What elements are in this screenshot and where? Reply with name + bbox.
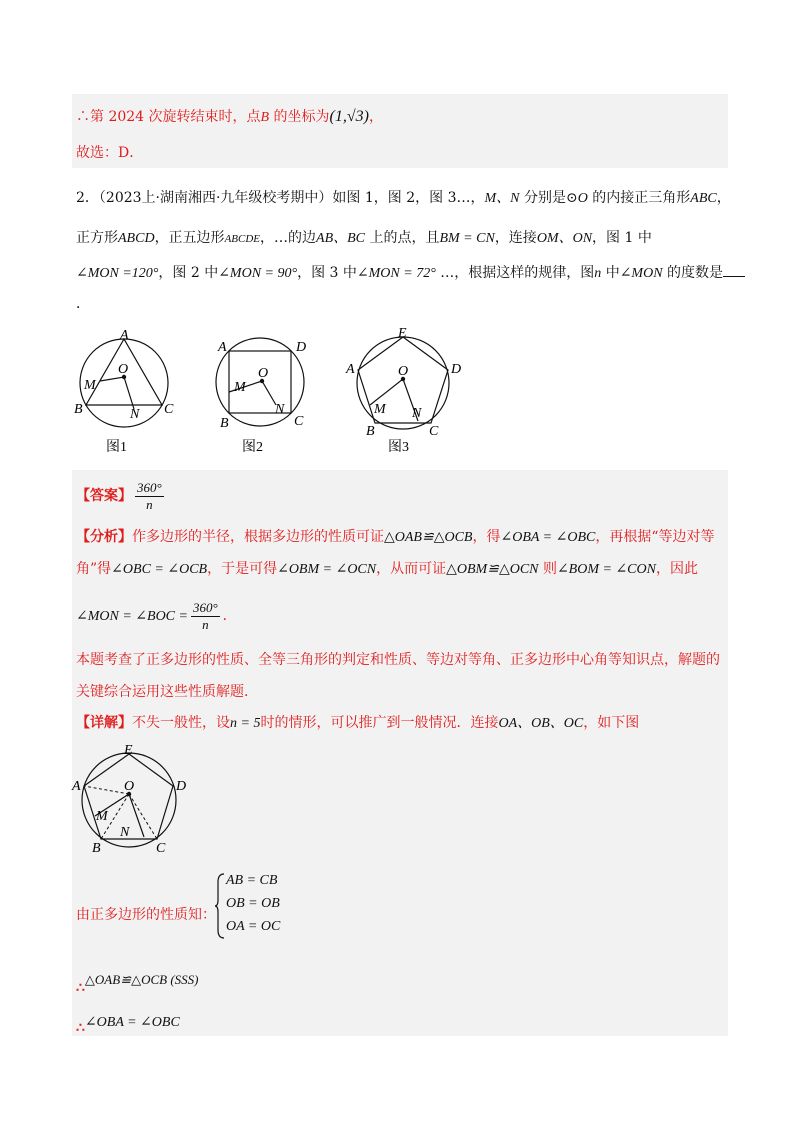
- detail-label-A: A: [72, 779, 81, 794]
- conclusion-line: ∴第 2024 次旋转结束时，点B 的坐标为(1,√3)，: [76, 108, 383, 125]
- fig2-label-D: D: [296, 340, 307, 355]
- analysis-line-4: 本题考查了正多边形的性质、全等三角形的判定和性质、等边对等角、正多边形中心角等知识点，解题的: [76, 652, 720, 668]
- analysis-line-5: 关键综合运用这些性质解题.: [76, 684, 249, 700]
- detail-label-M: M: [96, 809, 108, 824]
- fig2-label-N: N: [275, 402, 285, 417]
- fig1-om-on: [100, 377, 134, 409]
- figures-row: [70, 325, 490, 460]
- figure-2: [216, 338, 307, 426]
- detail-label-C: C: [156, 841, 166, 856]
- fig1-label-M: M: [84, 378, 96, 393]
- fig3-label-N: N: [412, 406, 422, 421]
- angle-equality-line: ∴∠OBA = ∠OBC: [76, 1015, 180, 1036]
- answer-fraction: $\frac{360^\circ}{n}$: [137, 479, 162, 512]
- fig1-label-N: N: [130, 407, 140, 422]
- answer-tag: 【答案】: [76, 488, 132, 504]
- fig1-label-C: C: [164, 402, 174, 417]
- detail-label-N: N: [120, 825, 130, 840]
- analysis-tag: 【分析】: [76, 529, 132, 545]
- fig3-caption: 图3: [388, 440, 409, 455]
- fig3-circle: [357, 337, 449, 429]
- highlight-band-top: [72, 94, 728, 168]
- system-brace: [214, 872, 226, 940]
- system-eq-2: OB = OB: [226, 896, 280, 911]
- analysis-line-3: ∠MON = ∠BOC = $\frac{360^\circ}{n}$ ．: [76, 599, 237, 632]
- problem-line-1: 2．（2023上·湖南湘西·九年级校考期中）如图 1，图 2，图 3…，M、N 分别是⊙O 的内接正三角形ABC，: [76, 190, 731, 206]
- problem-line-2: 正方形ABCD，正五边形ABCDE，…的边AB、BC 上的点，且BM = CN，连接OM、ON，图 1 中: [76, 230, 652, 246]
- fig2-label-A: A: [218, 340, 227, 355]
- system-eq-1: AB = CB: [226, 873, 278, 888]
- fig2-label-O: O: [258, 366, 269, 381]
- fig3-label-D: D: [451, 362, 462, 377]
- equation-system: [214, 872, 314, 942]
- detail-figure: [70, 740, 190, 858]
- fig3-label-M: M: [374, 402, 386, 417]
- detail-label-O: O: [124, 779, 135, 794]
- fig2-caption: 图2: [242, 440, 263, 455]
- detail-line-1: 【详解】不失一般性，设n = 5时的情形，可以推广到一般情况．连接OA、OB、OC，如下图: [76, 715, 640, 731]
- problem-line-3: ∠MON =120°，图 2 中∠MON = 90°，图 3 中∠MON = 72° …，根据这样的规律，图n 中∠MON 的度数是: [76, 262, 745, 284]
- fig2-label-M: M: [234, 380, 246, 395]
- fig1-label-A: A: [120, 328, 129, 343]
- analysis-line-2: 角”得∠OBC = ∠OCB，于是可得∠OBM = ∠OCN，从而可证△OBM≌△OCN 则∠BOM = ∠CON，因此: [76, 561, 698, 577]
- analysis-fraction: $\frac{360^\circ}{n}$: [192, 599, 218, 632]
- fig2-label-B: B: [220, 416, 229, 431]
- answer-line: [76, 478, 167, 514]
- detail-label-D: D: [176, 779, 187, 794]
- congruence-line: ∴△OAB≌△OCB (SSS): [76, 972, 199, 996]
- fig3-label-B: B: [366, 424, 375, 439]
- choice-line: 故选：D．: [76, 145, 144, 161]
- fig1-caption: 图1: [106, 440, 127, 455]
- system-eq-3: OA = OC: [226, 919, 281, 934]
- analysis-line-1: 【分析】作多边形的半径，根据多边形的性质可证△OAB≌△OCB，得∠OBA = ∠OBC，再根据“等边对等: [76, 529, 715, 545]
- detail-label-B: B: [92, 841, 101, 856]
- detail-tag: 【详解】: [76, 715, 132, 731]
- fig3-label-E: E: [398, 326, 407, 341]
- fig3-label-C: C: [429, 424, 439, 439]
- fig3-label-O: O: [398, 364, 409, 379]
- figure-3: [357, 337, 449, 429]
- detail-oa-dashed: [84, 786, 129, 794]
- fig3-label-A: A: [346, 362, 355, 377]
- problem-line-4: ．: [76, 296, 90, 312]
- system-intro: 由正多边形的性质知：: [76, 907, 216, 923]
- fig1-label-O: O: [118, 362, 129, 377]
- answer-blank: [723, 262, 745, 277]
- detail-oc-dashed: [129, 794, 157, 839]
- detail-label-E: E: [124, 743, 133, 758]
- fig2-label-C: C: [294, 414, 304, 429]
- fig1-label-B: B: [74, 402, 83, 417]
